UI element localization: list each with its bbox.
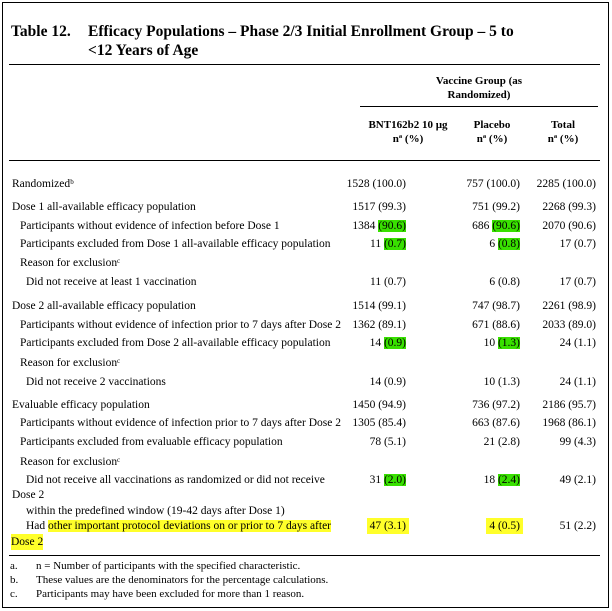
row-label-line-2-highlight: Dose 2 — [11, 536, 44, 548]
cell-total: 24 (1.1) — [559, 376, 596, 388]
cell-bnt — [352, 218, 406, 234]
cell-placebo-pct-highlight: (2.4) — [497, 474, 520, 486]
col-header-bnt — [360, 118, 456, 146]
table-row — [0, 355, 612, 374]
table-row — [0, 335, 612, 354]
cell-placebo: 671 (88.6) — [472, 319, 520, 331]
cell-total: 51 (2.2) — [559, 520, 596, 532]
cell-total: 2070 (90.6) — [542, 220, 596, 232]
cell-bnt — [370, 335, 406, 351]
cell-bnt-n: 14 — [369, 337, 382, 349]
cell-total: 24 (1.1) — [559, 337, 596, 349]
cell-bnt: 1517 (99.3) — [352, 201, 406, 213]
row-label: Participants excluded from evaluable efficacy population — [20, 436, 283, 448]
cell-bnt-pct-highlight: (0.7) — [383, 238, 406, 250]
cell-placebo: 747 (98.7) — [472, 300, 520, 312]
footnote — [10, 573, 328, 587]
title-line-1: Efficacy Populations – Phase 2/3 Initial Enrollment Group – 5 to — [88, 23, 514, 40]
cell-bnt: 1305 (85.4) — [352, 417, 406, 429]
row-label — [26, 518, 331, 534]
cell-total: 2285 (100.0) — [536, 178, 596, 190]
col-header-total — [528, 118, 598, 146]
cell-placebo: 663 (87.6) — [472, 417, 520, 429]
group-header-line-1: Vaccine Group (as — [435, 75, 523, 87]
cell-total: 2268 (99.3) — [542, 201, 596, 213]
row-label: Did not receive all vaccinations as randomized or did not receive — [26, 474, 325, 486]
cell-placebo-pct-highlight: (90.6) — [492, 220, 520, 232]
table-row — [0, 199, 612, 218]
row-label: Participants excluded from Dose 1 all-available efficacy population — [20, 238, 331, 250]
cell-placebo-pct-highlight: (1.3) — [497, 337, 520, 349]
table-number: Table 12. — [11, 23, 71, 40]
cell-bnt — [370, 236, 406, 252]
cell-placebo: 736 (97.2) — [472, 399, 520, 411]
row-label: Randomizedᵇ — [12, 178, 74, 190]
row-label: Participants without evidence of infection prior to 7 days after Dose 2 — [20, 319, 341, 331]
cell-placebo: 21 (2.8) — [483, 436, 520, 448]
row-label: Evaluable efficacy population — [12, 399, 150, 411]
row-label: Reason for exclusionᶜ — [20, 456, 121, 468]
col-header-total-line-2: nª (%) — [547, 133, 579, 145]
cell-total: 49 (2.1) — [559, 474, 596, 486]
footnote — [10, 587, 304, 601]
table-row — [0, 434, 612, 453]
group-header-line-2: Randomized) — [447, 89, 511, 101]
cell-placebo-n: 18 — [483, 474, 496, 486]
group-underline — [360, 106, 598, 107]
cell-total: 1968 (86.1) — [542, 417, 596, 429]
cell-placebo: 751 (99.2) — [472, 201, 520, 213]
table-title — [11, 22, 514, 60]
row-label: Dose 2 all-available efficacy population — [12, 300, 196, 312]
group-header — [360, 74, 598, 102]
cell-bnt-n: 11 — [370, 238, 382, 250]
row-label: Participants excluded from Dose 2 all-available efficacy population — [20, 337, 331, 349]
col-header-total-line-1: Total — [550, 119, 576, 131]
footnote-key: b. — [10, 574, 19, 586]
table-row — [0, 218, 612, 237]
col-header-placebo-line-2: nª (%) — [476, 133, 508, 145]
cell-bnt: 11 (0.7) — [370, 276, 406, 288]
cell-placebo-pct-highlight: (0.8) — [497, 238, 520, 250]
cell-total: 17 (0.7) — [559, 276, 596, 288]
cell-placebo-highlight: 4 (0.5) — [486, 518, 523, 534]
cell-bnt: 1528 (100.0) — [346, 178, 406, 190]
cell-total: 17 (0.7) — [559, 238, 596, 250]
cell-placebo — [472, 218, 520, 234]
table-row — [0, 274, 612, 293]
row-label: Dose 1 all-available efficacy population — [12, 201, 196, 213]
col-header-bnt-line-2: nª (%) — [392, 133, 424, 145]
cell-bnt: 78 (5.1) — [369, 436, 406, 448]
rule-header-bottom — [9, 160, 600, 161]
cell-bnt — [370, 472, 406, 488]
cell-bnt: 14 (0.9) — [369, 376, 406, 388]
table-row — [0, 454, 612, 473]
cell-placebo — [489, 236, 520, 252]
cell-bnt-pct-highlight: (90.6) — [378, 220, 406, 232]
cell-placebo-n: 6 — [489, 238, 496, 250]
cell-placebo — [484, 472, 520, 488]
table-row — [0, 415, 612, 434]
cell-bnt-highlight: 47 (3.1) — [367, 518, 409, 534]
cell-placebo — [484, 335, 520, 351]
cell-bnt-pct-highlight: (2.0) — [383, 474, 406, 486]
cell-bnt-n: 31 — [369, 474, 382, 486]
table-row — [0, 397, 612, 416]
table-row — [0, 176, 612, 195]
cell-bnt: 1514 (99.1) — [352, 300, 406, 312]
col-header-placebo — [462, 118, 522, 146]
row-label: Participants without evidence of infection prior to 7 days after Dose 2 — [20, 417, 341, 429]
row-label-line-3: within the predefined window (19-42 days after Dose 1) — [26, 505, 285, 517]
col-header-bnt-line-1: BNT162b2 10 µg — [368, 119, 448, 131]
cell-total: 2261 (98.9) — [542, 300, 596, 312]
rule-bottom — [9, 555, 600, 556]
table-row — [0, 472, 612, 522]
footnote-key: a. — [10, 560, 18, 572]
row-label: Did not receive at least 1 vaccination — [26, 276, 197, 288]
cell-total: 2186 (95.7) — [542, 399, 596, 411]
footnote — [10, 559, 300, 573]
footnote-text: Participants may have been excluded for more than 1 reason. — [36, 588, 305, 600]
row-label-line-2: Dose 2 — [12, 489, 45, 501]
footnote-key: c. — [10, 588, 18, 600]
row-label-prefix: Had — [26, 520, 49, 532]
row-label: Did not receive 2 vaccinations — [26, 376, 166, 388]
cell-bnt: 1362 (89.1) — [352, 319, 406, 331]
cell-bnt: 1450 (94.9) — [352, 399, 406, 411]
row-label: Reason for exclusionᶜ — [20, 257, 121, 269]
cell-bnt-n: 1384 — [352, 220, 376, 232]
row-label: Participants without evidence of infection before Dose 1 — [20, 220, 280, 232]
table-row — [0, 298, 612, 317]
table-row — [0, 518, 612, 552]
table-row — [0, 317, 612, 336]
cell-placebo-n: 10 — [483, 337, 496, 349]
table-row — [0, 374, 612, 393]
footnote-text: These values are the denominators for the percentage calculations. — [36, 574, 329, 586]
row-label-highlight: other important protocol deviations on or prior to 7 days after — [48, 520, 332, 532]
cell-placebo: 6 (0.8) — [489, 276, 520, 288]
cell-placebo: 10 (1.3) — [483, 376, 520, 388]
table-row — [0, 236, 612, 255]
cell-placebo: 757 (100.0) — [466, 178, 520, 190]
cell-placebo-n: 686 — [472, 220, 490, 232]
cell-total: 99 (4.3) — [559, 436, 596, 448]
cell-total: 2033 (89.0) — [542, 319, 596, 331]
table-row — [0, 255, 612, 274]
row-label: Reason for exclusionᶜ — [20, 357, 121, 369]
rule-top — [9, 64, 600, 65]
col-header-placebo-line-1: Placebo — [473, 119, 511, 131]
title-line-2: <12 Years of Age — [88, 42, 199, 59]
cell-bnt-pct-highlight: (0.9) — [383, 337, 406, 349]
footnote-text: n = Number of participants with the specified characteristic. — [36, 560, 301, 572]
